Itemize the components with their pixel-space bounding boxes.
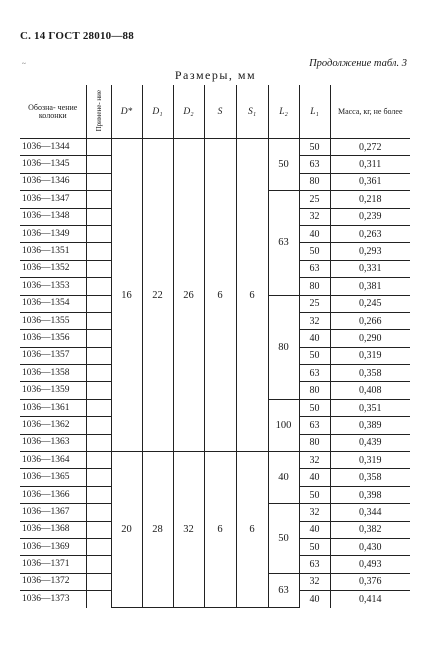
mass-value-cell: 0,245 — [330, 295, 410, 312]
designation-cell: 1036—1364 — [20, 452, 86, 469]
mass-value-cell: 0,414 — [330, 591, 410, 608]
applicability-cell — [86, 573, 111, 590]
l2-value-cell: 50 — [268, 504, 299, 574]
l1-value-cell: 40 — [299, 225, 330, 242]
l1-value-cell: 40 — [299, 591, 330, 608]
mass-value-cell: 0,351 — [330, 399, 410, 416]
mass-value-cell: 0,293 — [330, 243, 410, 260]
table-row — [20, 452, 410, 469]
l1-value-cell: 50 — [299, 347, 330, 364]
applicability-cell — [86, 434, 111, 451]
corner-mark: ~ — [22, 60, 26, 68]
l1-value-cell: 80 — [299, 382, 330, 399]
designation-cell: 1036—1358 — [20, 365, 86, 382]
l1-value-cell: 63 — [299, 556, 330, 573]
mass-value-cell: 0,358 — [330, 469, 410, 486]
designation-cell: 1036—1357 — [20, 347, 86, 364]
s1-value-cell: 6 — [236, 139, 268, 452]
col-header-l1: L₁ — [299, 85, 330, 139]
applicability-cell — [86, 173, 111, 190]
applicability-cell — [86, 330, 111, 347]
designation-cell: 1036—1369 — [20, 538, 86, 555]
mass-value-cell: 0,439 — [330, 434, 410, 451]
designation-cell: 1036—1359 — [20, 382, 86, 399]
d-value-cell: 20 — [111, 452, 142, 608]
mass-value-cell: 0,290 — [330, 330, 410, 347]
applicability-cell — [86, 365, 111, 382]
l1-value-cell: 32 — [299, 504, 330, 521]
applicability-cell — [86, 469, 111, 486]
l1-value-cell: 63 — [299, 365, 330, 382]
col-header-s: S — [204, 85, 236, 139]
mass-value-cell: 0,430 — [330, 538, 410, 555]
l1-value-cell: 63 — [299, 417, 330, 434]
designation-cell: 1036—1373 — [20, 591, 86, 608]
designation-cell: 1036—1366 — [20, 486, 86, 503]
designation-cell: 1036—1363 — [20, 434, 86, 451]
designation-cell: 1036—1354 — [20, 295, 86, 312]
mass-value-cell: 0,358 — [330, 365, 410, 382]
dimensions-title: Размеры, мм — [174, 68, 257, 82]
l1-value-cell: 40 — [299, 469, 330, 486]
designation-cell: 1036—1347 — [20, 191, 86, 208]
col-header-l2: L₂ — [268, 85, 299, 139]
d1-value-cell: 22 — [142, 139, 173, 452]
applicability-cell — [86, 399, 111, 416]
l2-value-cell: 63 — [268, 191, 299, 295]
applicability-cell — [86, 260, 111, 277]
col-header-d1: D₁ — [142, 85, 173, 139]
applicability-cell — [86, 243, 111, 260]
dimensions-table — [20, 85, 410, 608]
col-header-mass: Масса, кг, не более — [330, 85, 410, 139]
mass-value-cell: 0,389 — [330, 417, 410, 434]
applicability-cell — [86, 556, 111, 573]
applicability-cell — [86, 486, 111, 503]
l1-value-cell: 50 — [299, 399, 330, 416]
col-header-designation: Обозна- чение колонки — [20, 85, 86, 139]
applicability-cell — [86, 452, 111, 469]
designation-cell: 1036—1362 — [20, 417, 86, 434]
col-header-d: D* — [111, 85, 142, 139]
designation-cell: 1036—1348 — [20, 208, 86, 225]
l1-value-cell: 32 — [299, 452, 330, 469]
l1-value-cell: 32 — [299, 312, 330, 329]
l1-value-cell: 50 — [299, 243, 330, 260]
l2-value-cell: 100 — [268, 399, 299, 451]
l1-value-cell: 80 — [299, 278, 330, 295]
l1-value-cell: 63 — [299, 156, 330, 173]
designation-cell: 1036—1352 — [20, 260, 86, 277]
applicability-cell — [86, 312, 111, 329]
page-header: С. 14 ГОСТ 28010—88 — [20, 30, 134, 42]
designation-cell: 1036—1367 — [20, 504, 86, 521]
applicability-cell — [86, 139, 111, 156]
designation-cell: 1036—1346 — [20, 173, 86, 190]
mass-value-cell: 0,239 — [330, 208, 410, 225]
applicability-cell — [86, 417, 111, 434]
l1-value-cell: 40 — [299, 330, 330, 347]
l1-value-cell: 50 — [299, 139, 330, 156]
applicability-cell — [86, 504, 111, 521]
mass-value-cell: 0,381 — [330, 278, 410, 295]
designation-cell: 1036—1356 — [20, 330, 86, 347]
applicability-cell — [86, 156, 111, 173]
designation-cell: 1036—1349 — [20, 225, 86, 242]
col-header-applicability: Примене- ние — [86, 85, 111, 139]
applicability-cell — [86, 538, 111, 555]
mass-value-cell: 0,319 — [330, 452, 410, 469]
designation-cell: 1036—1353 — [20, 278, 86, 295]
table-header-row — [20, 85, 410, 139]
mass-value-cell: 0,266 — [330, 312, 410, 329]
applicability-cell — [86, 347, 111, 364]
designation-cell: 1036—1371 — [20, 556, 86, 573]
designation-cell: 1036—1355 — [20, 312, 86, 329]
designation-cell: 1036—1368 — [20, 521, 86, 538]
designation-cell: 1036—1344 — [20, 139, 86, 156]
applicability-cell — [86, 278, 111, 295]
l2-value-cell: 80 — [268, 295, 299, 399]
mass-value-cell: 0,398 — [330, 486, 410, 503]
mass-value-cell: 0,272 — [330, 139, 410, 156]
mass-value-cell: 0,344 — [330, 504, 410, 521]
s-value-cell: 6 — [204, 139, 236, 452]
mass-value-cell: 0,408 — [330, 382, 410, 399]
applicability-cell — [86, 382, 111, 399]
l2-value-cell: 63 — [268, 573, 299, 607]
designation-cell: 1036—1372 — [20, 573, 86, 590]
designation-cell: 1036—1345 — [20, 156, 86, 173]
l1-value-cell: 50 — [299, 486, 330, 503]
mass-value-cell: 0,331 — [330, 260, 410, 277]
d1-value-cell: 28 — [142, 452, 173, 608]
designation-cell: 1036—1351 — [20, 243, 86, 260]
applicability-cell — [86, 295, 111, 312]
designation-cell: 1036—1365 — [20, 469, 86, 486]
table-row — [20, 139, 410, 156]
mass-value-cell: 0,382 — [330, 521, 410, 538]
col-header-s1: S₁ — [236, 85, 268, 139]
l1-value-cell: 80 — [299, 173, 330, 190]
mass-value-cell: 0,376 — [330, 573, 410, 590]
l1-value-cell: 32 — [299, 573, 330, 590]
applicability-cell — [86, 591, 111, 608]
applicability-cell — [86, 191, 111, 208]
s-value-cell: 6 — [204, 452, 236, 608]
mass-value-cell: 0,319 — [330, 347, 410, 364]
l1-value-cell: 40 — [299, 521, 330, 538]
mass-value-cell: 0,311 — [330, 156, 410, 173]
l1-value-cell: 63 — [299, 260, 330, 277]
d-value-cell: 16 — [111, 139, 142, 452]
designation-cell: 1036—1361 — [20, 399, 86, 416]
table-continuation-label: Продолжение табл. 3 — [309, 58, 407, 69]
mass-value-cell: 0,493 — [330, 556, 410, 573]
l1-value-cell: 80 — [299, 434, 330, 451]
d2-value-cell: 26 — [173, 139, 204, 452]
applicability-cell — [86, 208, 111, 225]
mass-value-cell: 0,361 — [330, 173, 410, 190]
applicability-cell — [86, 225, 111, 242]
l1-value-cell: 25 — [299, 191, 330, 208]
mass-value-cell: 0,218 — [330, 191, 410, 208]
d2-value-cell: 32 — [173, 452, 204, 608]
col-header-d2: D₂ — [173, 85, 204, 139]
mass-value-cell: 0,263 — [330, 225, 410, 242]
l1-value-cell: 25 — [299, 295, 330, 312]
l2-value-cell: 50 — [268, 139, 299, 191]
applicability-cell — [86, 521, 111, 538]
l1-value-cell: 32 — [299, 208, 330, 225]
s1-value-cell: 6 — [236, 452, 268, 608]
l1-value-cell: 50 — [299, 538, 330, 555]
l2-value-cell: 40 — [268, 452, 299, 504]
